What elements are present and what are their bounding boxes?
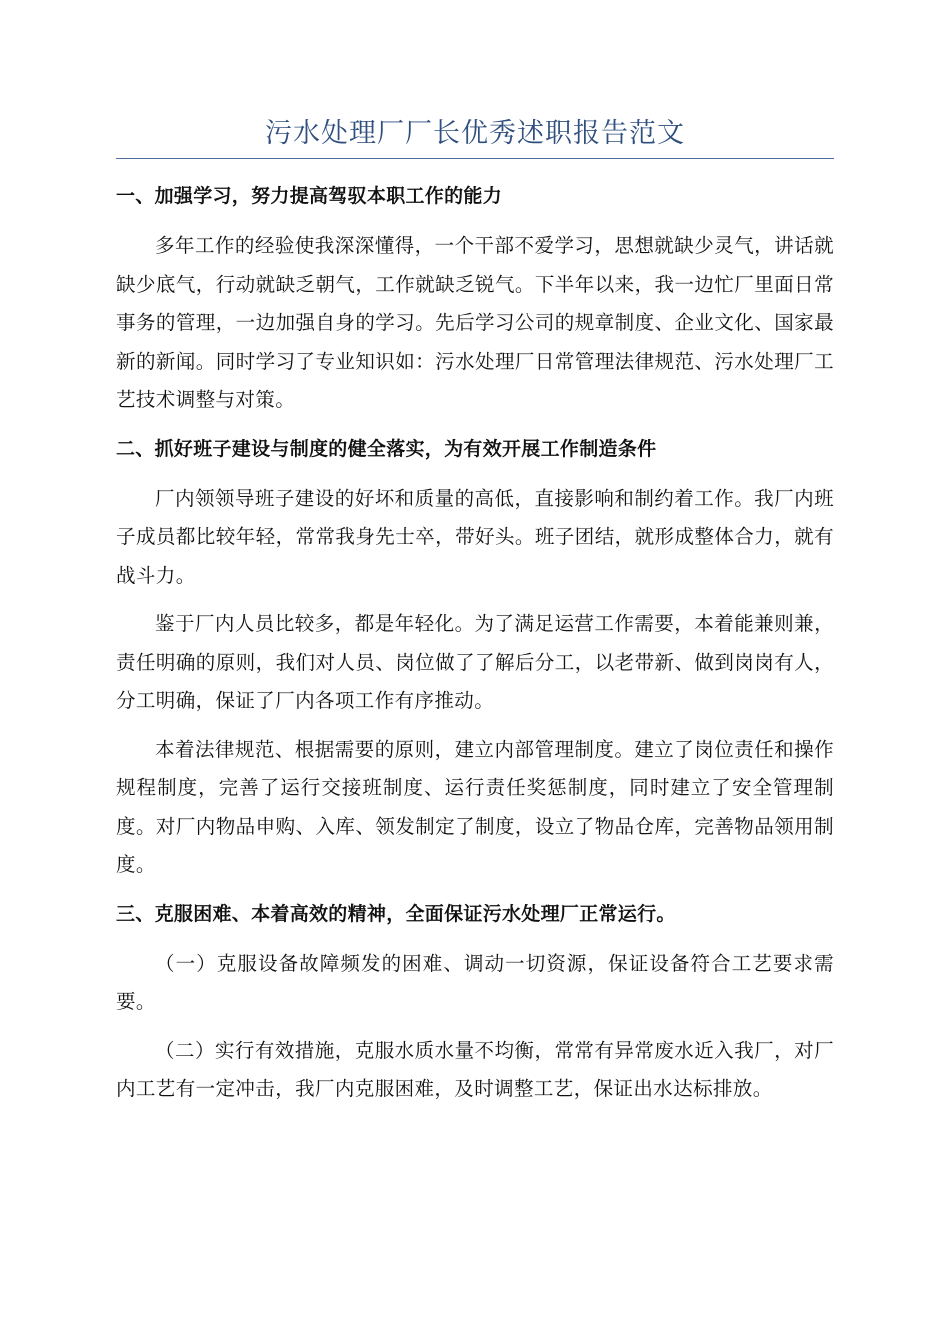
document-title: 污水处理厂厂长优秀述职报告范文 (116, 114, 834, 159)
paragraph: （二）实行有效措施，克服水质水量不均衡，常常有异常废水近入我厂，对厂内工艺有一定冲击，我厂内克服困难，及时调整工艺，保证出水达标排放。 (116, 1038, 834, 1100)
paragraph: 本着法律规范、根据需要的原则，建立内部管理制度。建立了岗位责任和操作规程制度，完善了运行交接班制度、运行责任奖惩制度，同时建立了安全管理制度。对厂内物品申购、入库、领发制定了制度，设立了物品仓库，完善物品领用制度。 (116, 737, 834, 876)
paragraph: 鉴于厂内人员比较多，都是年轻化。为了满足运营工作需要，本着能兼则兼，责任明确的原则，我们对人员、岗位做了了解后分工，以老带新、做到岗岗有人，分工明确，保证了厂内各项工作有序推动。 (116, 612, 834, 712)
paragraph: （一）克服设备故障频发的困难、调动一切资源，保证设备符合工艺要求需要。 (116, 951, 834, 1013)
section-1 (116, 181, 834, 420)
section-heading: 二、抓好班子建设与制度的健全落实，为有效开展工作制造条件 (116, 437, 657, 460)
paragraph: 多年工作的经验使我深深懂得，一个干部不爱学习，思想就缺少灵气，讲话就缺少底气，行动就缺乏朝气，工作就缺乏锐气。下半年以来，我一边忙厂里面日常事务的管理，一边加强自身的学习。先后学习公司的规章制度、企业文化、国家最新的新闻。同时学习了专业知识如：污水处理厂日常管理法律规范、污水处理厂工艺技术调整与对策。 (116, 234, 834, 411)
section-heading: 三、克服困难、本着高效的精神，全面保证污水处理厂正常运行。 (116, 902, 676, 925)
document-page (116, 114, 834, 1119)
section-3 (116, 899, 834, 1109)
paragraph: 厂内领领导班子建设的好坏和质量的高低，直接影响和制约着工作。我厂内班子成员都比较年轻，常常我身先士卒，带好头。班子团结，就形成整体合力，就有战斗力。 (116, 486, 834, 587)
section-2 (116, 434, 834, 885)
section-heading: 一、加强学习，努力提高驾驭本职工作的能力 (116, 185, 503, 207)
